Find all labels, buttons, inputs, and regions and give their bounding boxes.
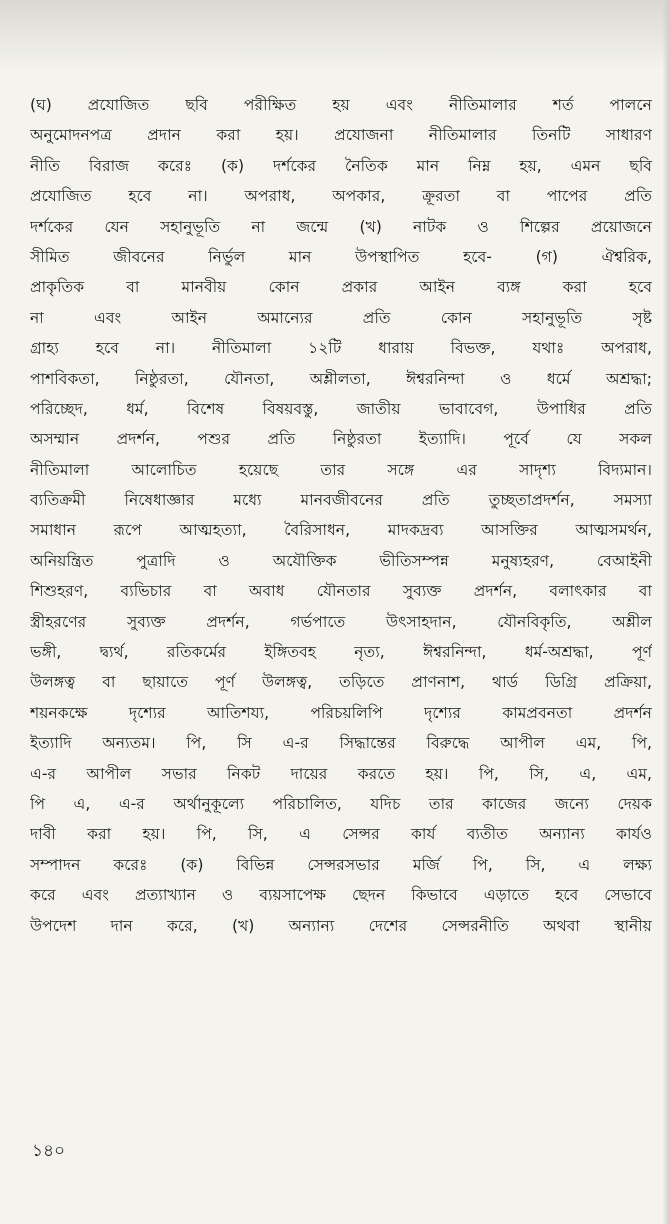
text-line: করে এবং প্রত্যাখ্যান ও ব্যয়সাপেক্ষ ছেদন কিভাবে এড়াতে হবে সেভাবে	[30, 886, 652, 905]
body-text	[30, 90, 652, 941]
text-line: উপদেশ দান করে, (খ) অন্যান্য দেশের সেন্সরনীতি অথবা স্থানীয়	[30, 916, 652, 935]
text-line: ইত্যাদি অন্যতম। পি, সি এ-র সিদ্ধান্তের বিরুদ্ধে আপীল এম, পি,	[30, 734, 652, 753]
text-line: স্ত্রীহরণের সুব্যক্ত প্রদর্শন, গর্ভপাতে উৎসাহদান, যৌনবিকৃতি, অশ্লীল	[30, 612, 652, 631]
text-line: গ্রাহ্য হবে না। নীতিমালা ১২টি ধারায় বিভক্ত, যথাঃ অপরাধ,	[30, 339, 652, 358]
text-line: দাবী করা হয়। পি, সি, এ সেন্সর কার্য ব্যতীত অন্যান্য কার্যও	[30, 825, 652, 844]
text-line: না এবং আইন অমান্যের প্রতি কোন সহানুভূতি সৃষ্ট	[30, 308, 652, 327]
page-edge-shadow	[662, 0, 670, 1224]
text-line: অনুমোদনপত্র প্রদান করা হয়। প্রযোজনা নীতিমালার তিনটি সাধারণ	[30, 126, 652, 145]
text-line: সমাধান রূপে আত্মহত্যা, বৈরিসাধন, মাদকদ্রব্য আসক্তির আত্মসমর্থন,	[30, 521, 652, 540]
text-line: পাশবিকতা, নিষ্ঠুরতা, যৌনতা, অশ্লীলতা, ঈশ্বরনিন্দা ও ধর্মে অশ্রদ্ধা;	[30, 369, 652, 388]
page-top-shadow	[0, 0, 670, 70]
text-line: প্রযোজিত হবে না। অপরাধ, অপকার, ক্রূরতা বা পাপের প্রতি	[30, 187, 652, 206]
text-line: শিশুহরণ, ব্যভিচার বা অবাধ যৌনতার সুব্যক্ত প্রদর্শন, বলাৎকার বা	[30, 582, 652, 601]
page-number: ১৪০	[32, 1141, 66, 1161]
text-line: দর্শকের যেন সহানুভূতি না জন্মে (খ) নাটক ও শিল্পের প্রয়োজনে	[30, 217, 652, 236]
text-line: ভঙ্গী, দ্ব্যর্থ, রতিকর্মের ইঙ্গিতবহ নৃত্য, ঈশ্বরনিন্দা, ধর্ম-অশ্রদ্ধা, পূর্ণ	[30, 643, 652, 662]
text-line: নীতি বিরাজ করেঃ (ক) দর্শকের নৈতিক মান নিম্ন হয়, এমন ছবি	[30, 156, 652, 175]
text-line: প্রাকৃতিক বা মানবীয় কোন প্রকার আইন ব্যঙ্গ করা হবে	[30, 278, 652, 297]
text-line: উলঙ্গত্ব বা ছায়াতে পূর্ণ উলঙ্গত্ব, তড়িতে প্রাণনাশ, থার্ড ডিগ্রি প্রক্রিয়া,	[30, 673, 652, 692]
text-line: সম্পাদন করেঃ (ক) বিভিন্ন সেন্সরসভার মর্জি পি, সি, এ লক্ষ্য	[30, 855, 652, 874]
text-line: অনিয়ন্ত্রিত পুত্রাদি ও অযৌক্তিক ভীতিসম্পন্ন মনুষ্যহরণ, বেআইনী	[30, 551, 652, 570]
text-line: ব্যতিক্রমী নিষেধাজ্ঞার মধ্যে মানবজীবনের প্রতি তুচ্ছতাপ্রদর্শন, সমস্যা	[30, 491, 652, 510]
text-line: অসম্মান প্রদর্শন, পশুর প্রতি নিষ্ঠুরতা ইত্যাদি। পূর্বে যে সকল	[30, 430, 652, 449]
text-line: শয়নকক্ষে দৃশ্যের আতিশয্য, পরিচয়লিপি দৃশ্যের কামপ্রবনতা প্রদর্শন	[30, 703, 652, 722]
text-line: সীমিত জীবনের নির্ভুল মান উপস্থাপিত হবে- (গ) ঐশ্বরিক,	[30, 247, 652, 266]
text-line: পি এ, এ-র অর্থানুকূল্যে পরিচালিত, যদিচ তার কাজের জন্যে দেয়ক	[30, 794, 652, 813]
text-line: নীতিমালা আলোচিত হয়েছে তার সঙ্গে এর সাদৃশ্য বিদ্যমান।	[30, 460, 652, 479]
text-line: পরিচ্ছেদ, ধর্ম, বিশেষ বিষয়বস্তু, জাতীয় ভাবাবেগ, উপাধির প্রতি	[30, 399, 652, 418]
text-line: এ-র আপীল সভার নিকট দায়ের করতে হয়। পি, সি, এ, এম,	[30, 764, 652, 783]
text-line: (ঘ) প্রযোজিত ছবি পরীক্ষিত হয় এবং নীতিমালার শর্ত পালনে	[30, 96, 652, 114]
